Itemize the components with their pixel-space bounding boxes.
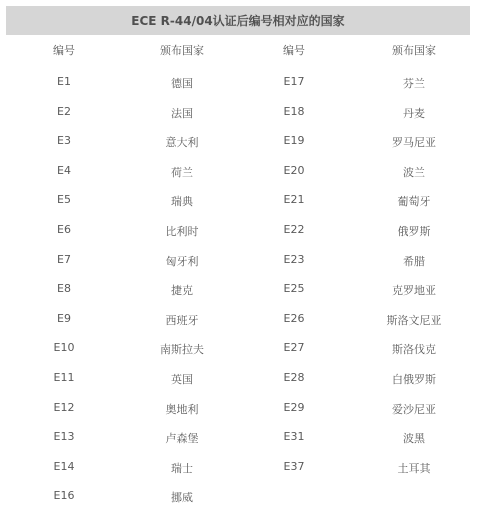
table-cell-country: 英国 <box>171 373 193 386</box>
table-cell-code: E16 <box>53 489 75 502</box>
table-cell-code: E12 <box>53 401 75 414</box>
table-cell-code: E26 <box>283 312 305 325</box>
table-cell-code: E10 <box>53 341 75 354</box>
table-cell-code: E27 <box>283 341 305 354</box>
table-cell-country: 葡萄牙 <box>397 195 431 208</box>
header-code-right: 编号 <box>283 44 305 57</box>
table-cell-code: E29 <box>283 401 305 414</box>
table-cell-country: 意大利 <box>165 136 199 149</box>
header-country-right: 颁布国家 <box>392 44 436 57</box>
table-cell-code: E1 <box>57 75 71 88</box>
table-cell-country: 挪威 <box>171 491 193 504</box>
table-cell-country: 德国 <box>171 77 193 90</box>
table-cell-code: E8 <box>57 282 71 295</box>
table-cell-country: 瑞典 <box>171 195 193 208</box>
table-cell-code: E17 <box>283 75 305 88</box>
table-cell-code: E9 <box>57 312 71 325</box>
table-cell-country: 卢森堡 <box>165 432 199 445</box>
table-cell-country: 俄罗斯 <box>397 225 431 238</box>
table-cell-code: E23 <box>283 253 305 266</box>
table-cell-country: 斯洛文尼亚 <box>386 314 442 327</box>
table-cell-country: 波黑 <box>403 432 425 445</box>
table-cell-code: E2 <box>57 105 71 118</box>
table-cell-code: E3 <box>57 134 71 147</box>
table-title: ECE R-44/04认证后编号相对应的国家 <box>131 14 345 28</box>
table-cell-code: E13 <box>53 430 75 443</box>
table-cell-code: E5 <box>57 193 71 206</box>
table-cell-country: 奥地利 <box>165 403 199 416</box>
table-cell-code: E18 <box>283 105 305 118</box>
table-title-bar <box>6 6 470 35</box>
table-cell-code: E37 <box>283 460 305 473</box>
table-cell-country: 克罗地亚 <box>392 284 436 297</box>
table-cell-country: 匈牙利 <box>165 255 199 268</box>
table-cell-code: E4 <box>57 164 71 177</box>
table-cell-code: E21 <box>283 193 305 206</box>
table-cell-code: E31 <box>283 430 305 443</box>
table-cell-code: E25 <box>283 282 305 295</box>
table-cell-country: 捷克 <box>171 284 193 297</box>
table-cell-country: 希腊 <box>403 255 425 268</box>
table-cell-code: E11 <box>53 371 75 384</box>
table-cell-code: E19 <box>283 134 305 147</box>
header-country-left: 颁布国家 <box>160 44 204 57</box>
table-cell-country: 法国 <box>171 107 193 120</box>
table-cell-country: 土耳其 <box>397 462 431 475</box>
header-code-left: 编号 <box>53 44 75 57</box>
table-cell-country: 丹麦 <box>403 107 425 120</box>
table-cell-country: 芬兰 <box>403 77 425 90</box>
table-cell-country: 白俄罗斯 <box>392 373 436 386</box>
table-cell-code: E7 <box>57 253 71 266</box>
table-cell-code: E20 <box>283 164 305 177</box>
table-cell-country: 瑞士 <box>171 462 193 475</box>
table-cell-country: 罗马尼亚 <box>392 136 436 149</box>
table-cell-country: 爱沙尼亚 <box>392 403 436 416</box>
table-cell-country: 波兰 <box>403 166 425 179</box>
table-cell-code: E28 <box>283 371 305 384</box>
table-cell-country: 荷兰 <box>171 166 193 179</box>
table-cell-country: 西班牙 <box>165 314 199 327</box>
table-cell-country: 比利时 <box>165 225 199 238</box>
table-cell-code: E22 <box>283 223 305 236</box>
table-cell-code: E6 <box>57 223 71 236</box>
table-cell-code: E14 <box>53 460 75 473</box>
table-cell-country: 南斯拉夫 <box>160 343 204 356</box>
table-cell-country: 斯洛伐克 <box>392 343 436 356</box>
